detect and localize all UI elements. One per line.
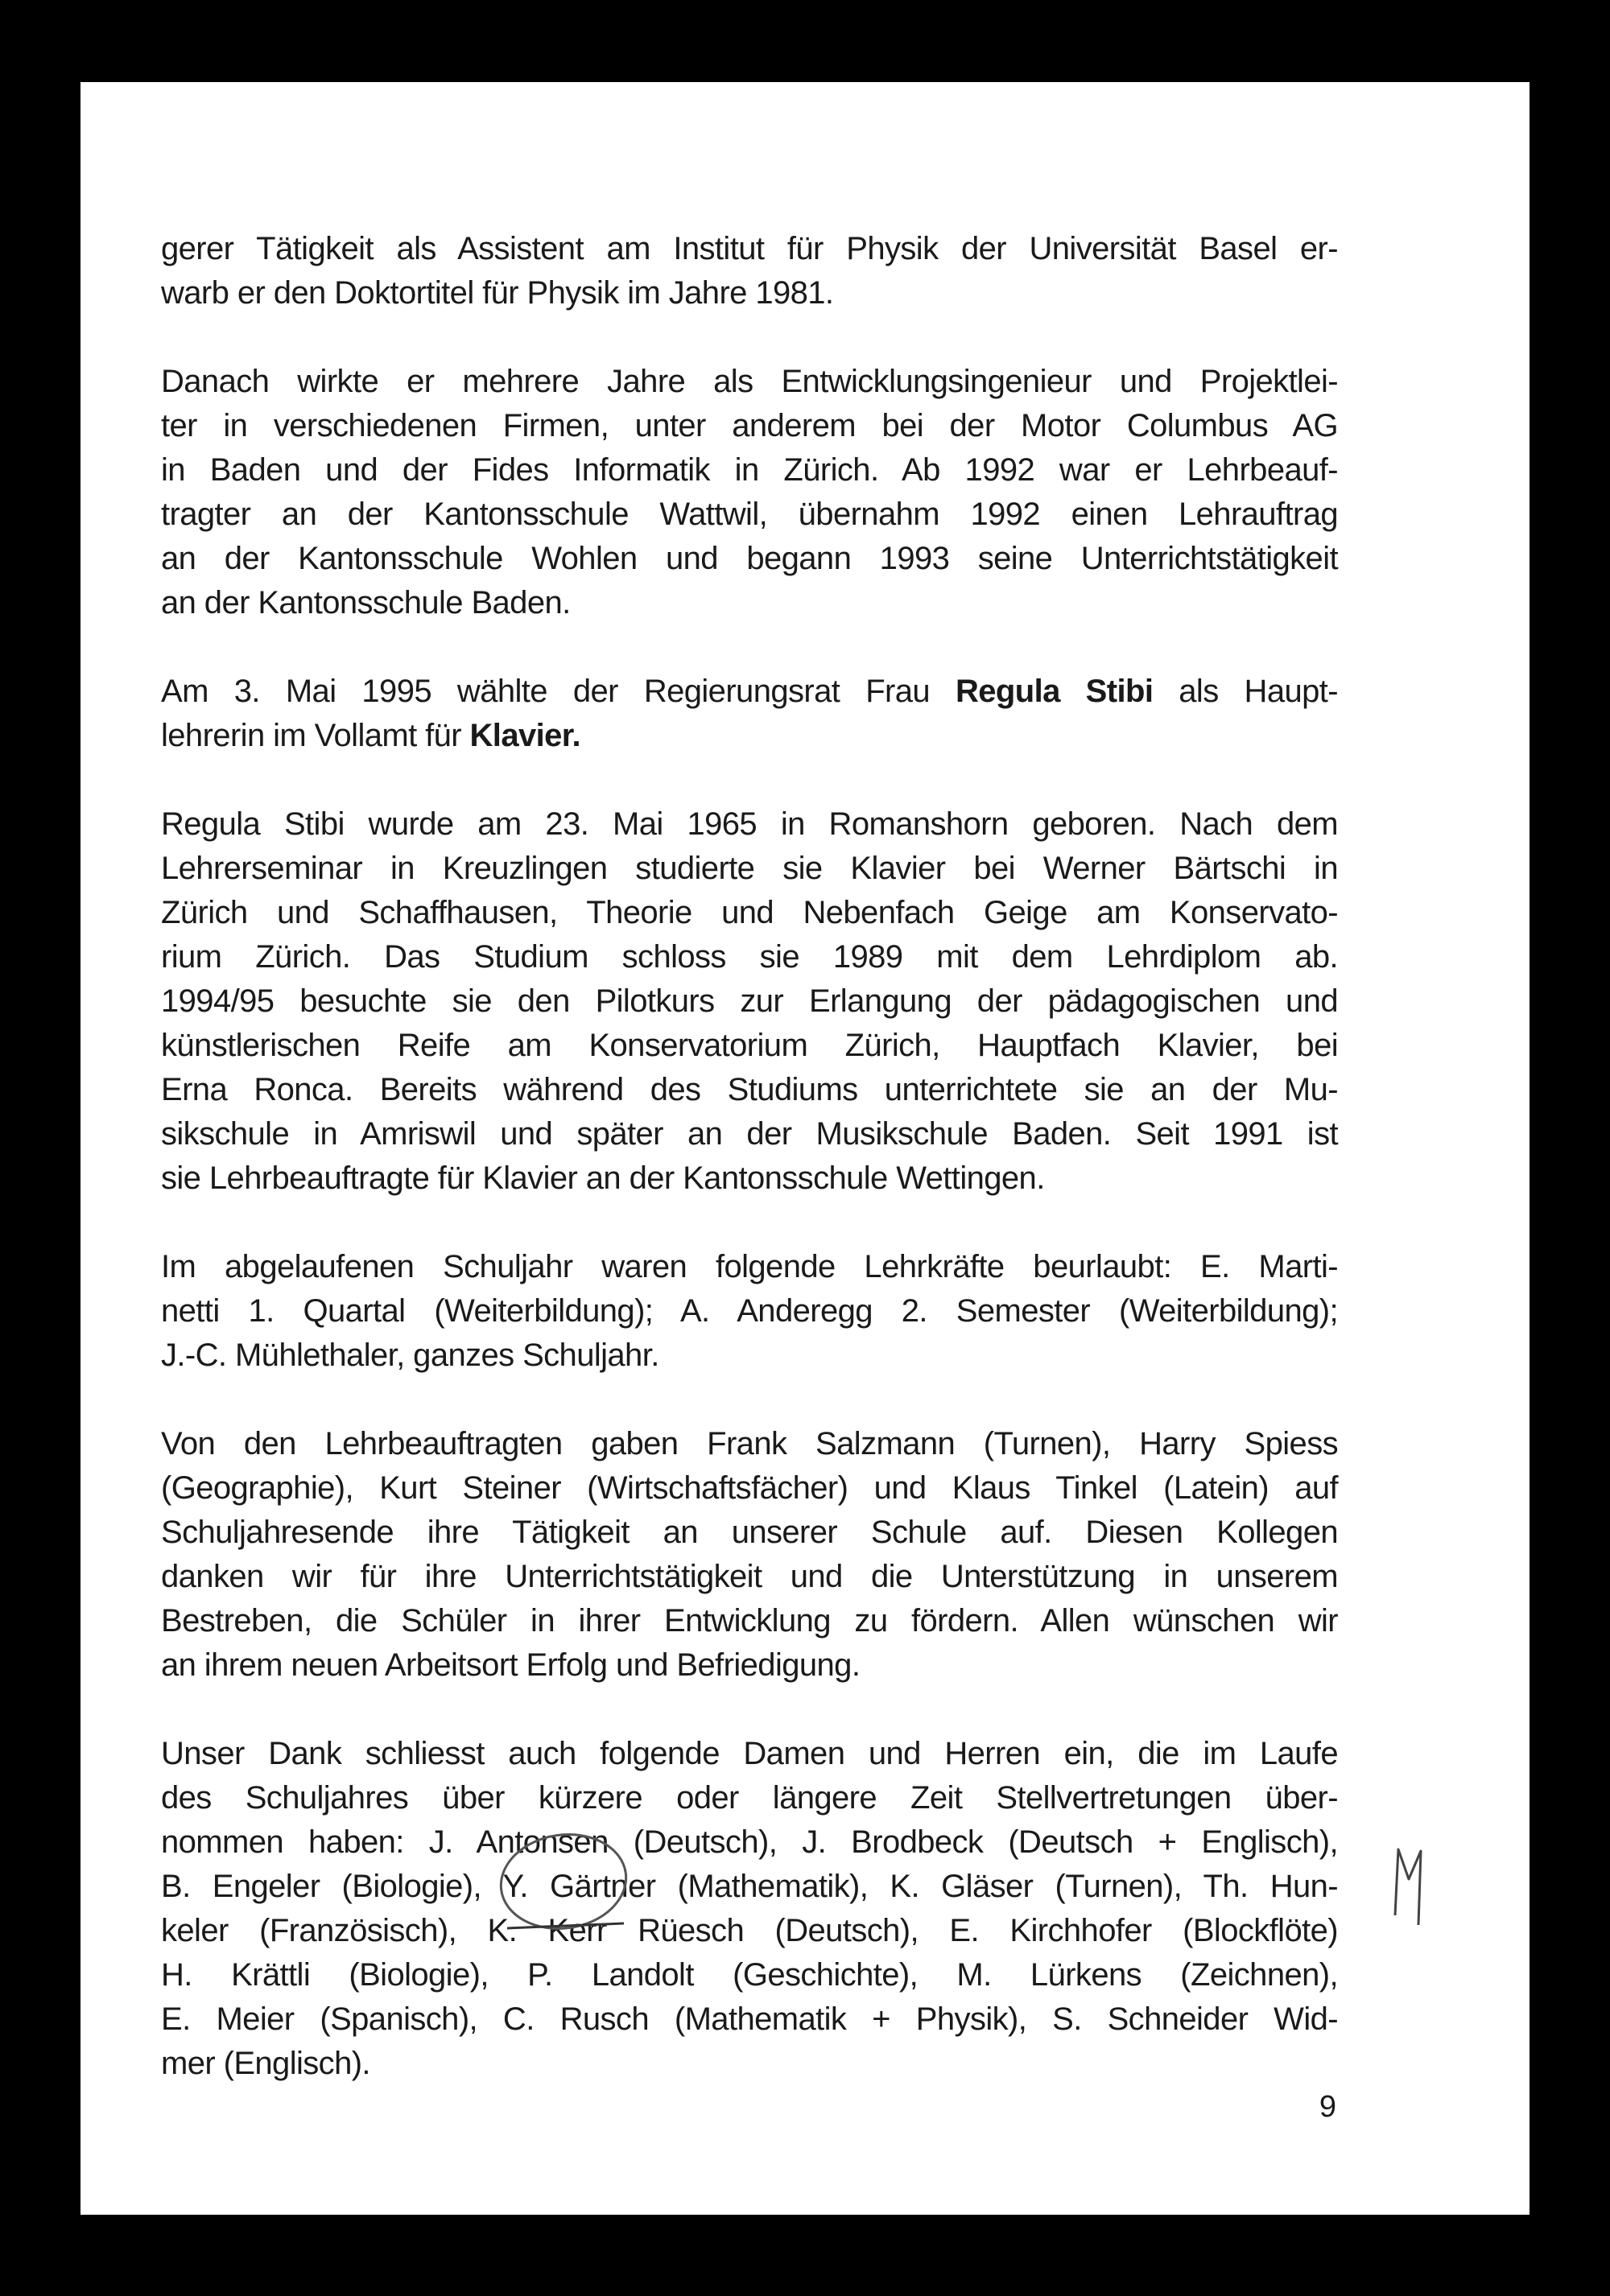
text-line xyxy=(161,360,1338,404)
text-line xyxy=(161,1953,1338,1997)
text-line xyxy=(161,1068,1338,1112)
text-segment: als Haupt- xyxy=(1153,674,1338,709)
text-segment: an ihrem neuen Arbeitsort Erfolg und Befriedigung. xyxy=(161,1647,861,1683)
text-line xyxy=(161,271,1338,315)
text-line xyxy=(161,1909,1338,1953)
text-segment: warb er den Doktortitel für Physik im Jahre 1981. xyxy=(161,275,834,311)
paragraph xyxy=(161,360,1338,625)
text-line xyxy=(161,448,1338,493)
text-segment: Am 3. Mai 1995 wählte der Regierungsrat Frau xyxy=(161,674,956,709)
text-segment: in Baden und der Fides Informatik in Zürich. Ab 1992 war er Lehrbeauf- xyxy=(161,452,1338,488)
paragraph xyxy=(161,227,1338,315)
text-line xyxy=(161,1024,1338,1068)
text-segment: sie Lehrbeauftragte für Klavier an der Kantonsschule Wettingen. xyxy=(161,1160,1045,1196)
text-line xyxy=(161,1245,1338,1289)
text-line xyxy=(161,935,1338,979)
text-segment: künstlerischen Reife am Konservatorium Zürich, Hauptfach Klavier, bei xyxy=(161,1028,1338,1063)
body-text xyxy=(161,227,1338,2130)
text-segment: gerer Tätigkeit als Assistent am Institut für Physik der Universität Basel er- xyxy=(161,231,1338,266)
text-segment: Bestreben, die Schüler in ihrer Entwicklung zu fördern. Allen wünschen wir xyxy=(161,1603,1338,1639)
text-segment: an der Kantonsschule Baden. xyxy=(161,585,571,620)
text-line xyxy=(161,537,1338,581)
paragraph xyxy=(161,1422,1338,1688)
text-line xyxy=(161,714,1338,758)
text-segment: netti 1. Quartal (Weiterbildung); A. Anderegg 2. Semester (Weiterbildung); xyxy=(161,1293,1338,1329)
text-line xyxy=(161,1820,1338,1865)
text-segment: Von den Lehrbeauftragten gaben Frank Salzmann (Turnen), Harry Spiess xyxy=(161,1426,1338,1461)
text-segment: B. Engeler (Biologie), Y. Gärtner (Mathematik), K. Gläser (Turnen), Th. Hun- xyxy=(161,1869,1338,1904)
text-line xyxy=(161,802,1338,847)
bold-text: Regula Stibi xyxy=(955,674,1154,709)
text-segment: (Geographie), Kurt Steiner (Wirtschaftsfächer) und Klaus Tinkel (Latein) auf xyxy=(161,1470,1338,1506)
text-segment: Schuljahresende ihre Tätigkeit an unserer Schule auf. Diesen Kollegen xyxy=(161,1515,1338,1550)
text-line xyxy=(161,1289,1338,1333)
text-segment: E. Meier (Spanisch), C. Rusch (Mathematik + Physik), S. Schneider Wid- xyxy=(161,2001,1338,2037)
text-line xyxy=(161,670,1338,714)
text-line xyxy=(161,1156,1338,1201)
text-segment: J.-C. Mühlethaler, ganzes Schuljahr. xyxy=(161,1338,659,1373)
text-line xyxy=(161,1643,1338,1688)
text-segment: des Schuljahres über kürzere oder längere Zeit Stellvertretungen über- xyxy=(161,1780,1338,1816)
text-segment: Unser Dank schliesst auch folgende Damen und Herren ein, die im Laufe xyxy=(161,1736,1338,1771)
text-segment: Im abgelaufenen Schuljahr waren folgende Lehrkräfte beurlaubt: E. Marti- xyxy=(161,1249,1338,1284)
text-line xyxy=(161,1422,1338,1466)
text-segment: Erna Ronca. Bereits während des Studiums unterrichtete sie an der Mu- xyxy=(161,1072,1338,1107)
paragraph xyxy=(161,1245,1338,1378)
text-line xyxy=(161,1599,1338,1643)
text-segment: Zürich und Schaffhausen, Theorie und Nebenfach Geige am Konservato- xyxy=(161,895,1338,930)
text-line xyxy=(161,1865,1338,1909)
text-line xyxy=(161,979,1338,1024)
paragraph xyxy=(161,670,1338,758)
bold-text: Klavier. xyxy=(469,718,581,753)
text-segment: H. Krättli (Biologie), P. Landolt (Geschichte), M. Lürkens (Zeichnen), xyxy=(161,1957,1338,1993)
text-segment: lehrerin im Vollamt für xyxy=(161,718,470,753)
text-segment: 1994/95 besuchte sie den Pilotkurs zur Erlangung der pädagogischen und xyxy=(161,983,1338,1019)
text-line xyxy=(161,1466,1338,1511)
text-segment: rium Zürich. Das Studium schloss sie 1989 mit dem Lehrdiplom ab. xyxy=(161,939,1338,975)
text-line xyxy=(161,1732,1338,1776)
text-line xyxy=(161,891,1338,935)
page-number: 9 xyxy=(1319,2090,1336,2124)
text-segment: mer (Englisch). xyxy=(161,2046,370,2081)
text-line xyxy=(161,404,1338,448)
text-line xyxy=(161,2042,1338,2086)
text-line xyxy=(161,1997,1338,2042)
text-segment: tragter an der Kantonsschule Wattwil, übernahm 1992 einen Lehrauftrag xyxy=(161,497,1338,532)
text-segment: sikschule in Amriswil und später an der Musikschule Baden. Seit 1991 ist xyxy=(161,1116,1338,1152)
text-segment: Lehrerseminar in Kreuzlingen studierte sie Klavier bei Werner Bärtschi in xyxy=(161,851,1338,886)
text-line xyxy=(161,1333,1338,1378)
text-segment: nommen haben: J. Antonsen (Deutsch), J. Brodbeck (Deutsch + Englisch), xyxy=(161,1824,1338,1860)
text-segment: Danach wirkte er mehrere Jahre als Entwicklungsingenieur und Projektlei- xyxy=(161,364,1338,399)
text-line xyxy=(161,1112,1338,1156)
text-segment: ter in verschiedenen Firmen, unter anderem bei der Motor Columbus AG xyxy=(161,408,1338,443)
paragraph xyxy=(161,802,1338,1201)
text-line xyxy=(161,581,1338,625)
text-line xyxy=(161,1511,1338,1555)
text-segment: an der Kantonsschule Wohlen und begann 1993 seine Unterrichtstätigkeit xyxy=(161,541,1338,576)
text-line xyxy=(161,1555,1338,1599)
text-line xyxy=(161,227,1338,271)
text-line xyxy=(161,1776,1338,1820)
paragraph xyxy=(161,1732,1338,2086)
text-segment: Regula Stibi wurde am 23. Mai 1965 in Romanshorn geboren. Nach dem xyxy=(161,806,1338,842)
text-line xyxy=(161,493,1338,537)
text-segment: danken wir für ihre Unterrichtstätigkeit und die Unterstützung in unserem xyxy=(161,1559,1338,1594)
text-segment: keler (Französisch), K. Kerr Rüesch (Deutsch), E. Kirchhofer (Blockflöte) xyxy=(161,1913,1338,1948)
text-line xyxy=(161,847,1338,891)
